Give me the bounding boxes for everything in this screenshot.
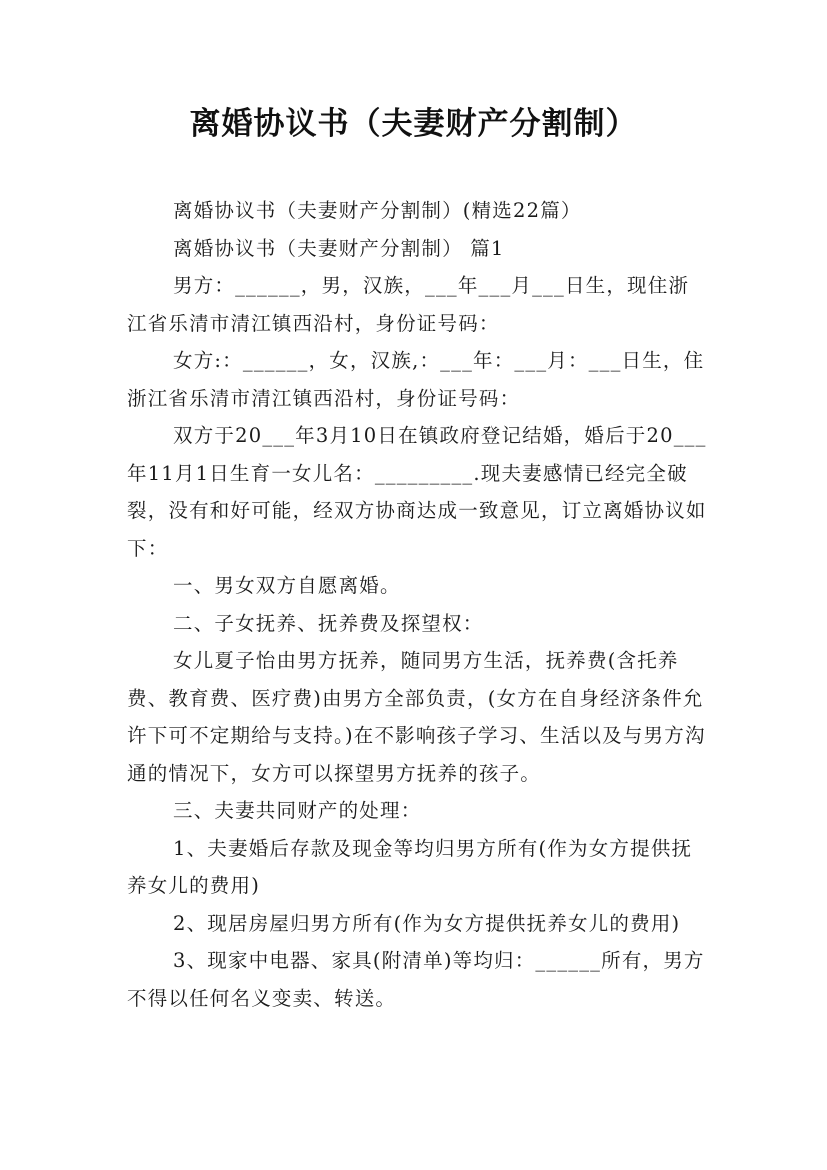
paragraph-subtitle: 离婚协议书（夫妻财产分割制）(精选22篇） bbox=[173, 199, 582, 222]
paragraph-clause-2-heading: 二、子女抚养、抚养费及探望权： bbox=[173, 611, 484, 635]
paragraph-child-custody: 女儿夏子怡由男方抚养，随同男方生活，抚养费(含托养费、教育费、医疗费)由男方全部负责，(女方在自身经济条件允许下可不定期给与支持。)在不影响孩子学习、生活以及与男方沟通的情况下，女方可以探望男方抚养的孩子。 bbox=[127, 649, 706, 785]
paragraph-husband-info: 男方：______，男，汉族，___年___月___日生，现住浙江省乐清市清江镇西沿村，身份证号码： bbox=[127, 274, 690, 335]
document-title: 离婚协议书（夫妻财产分割制） bbox=[189, 106, 638, 142]
paragraph-property-1: 1、夫妻婚后存款及现金等均归男方所有(作为女方提供抚养女儿的费用) bbox=[127, 836, 693, 897]
paragraph-property-3: 3、现家中电器、家具(附清单)等均归：______所有，男方不得以任何名义变卖、转送。 bbox=[127, 949, 705, 1010]
document-body bbox=[127, 192, 707, 1017]
paragraph-section-heading: 离婚协议书（夫妻财产分割制） 篇1 bbox=[173, 236, 505, 260]
paragraph-marriage-background: 双方于20___年3月10日在镇政府登记结婚，婚后于20___年11月1日生育一女儿名：_________.现夫妻感情已经完全破裂，没有和好可能，经双方协商达成一致意见，订立离婚协议如下： bbox=[127, 424, 707, 560]
paragraph-wife-info: 女方:：______，女，汉族,：___年：___月：___日生，住浙江省乐清市清江镇西沿村，身份证号码： bbox=[127, 349, 705, 410]
paragraph-clause-1: 一、男女双方自愿离婚。 bbox=[173, 574, 401, 597]
paragraph-clause-3-heading: 三、夫妻共同财产的处理： bbox=[173, 799, 422, 822]
paragraph-property-2: 2、现居房屋归男方所有(作为女方提供抚养女儿的费用) bbox=[173, 911, 681, 935]
